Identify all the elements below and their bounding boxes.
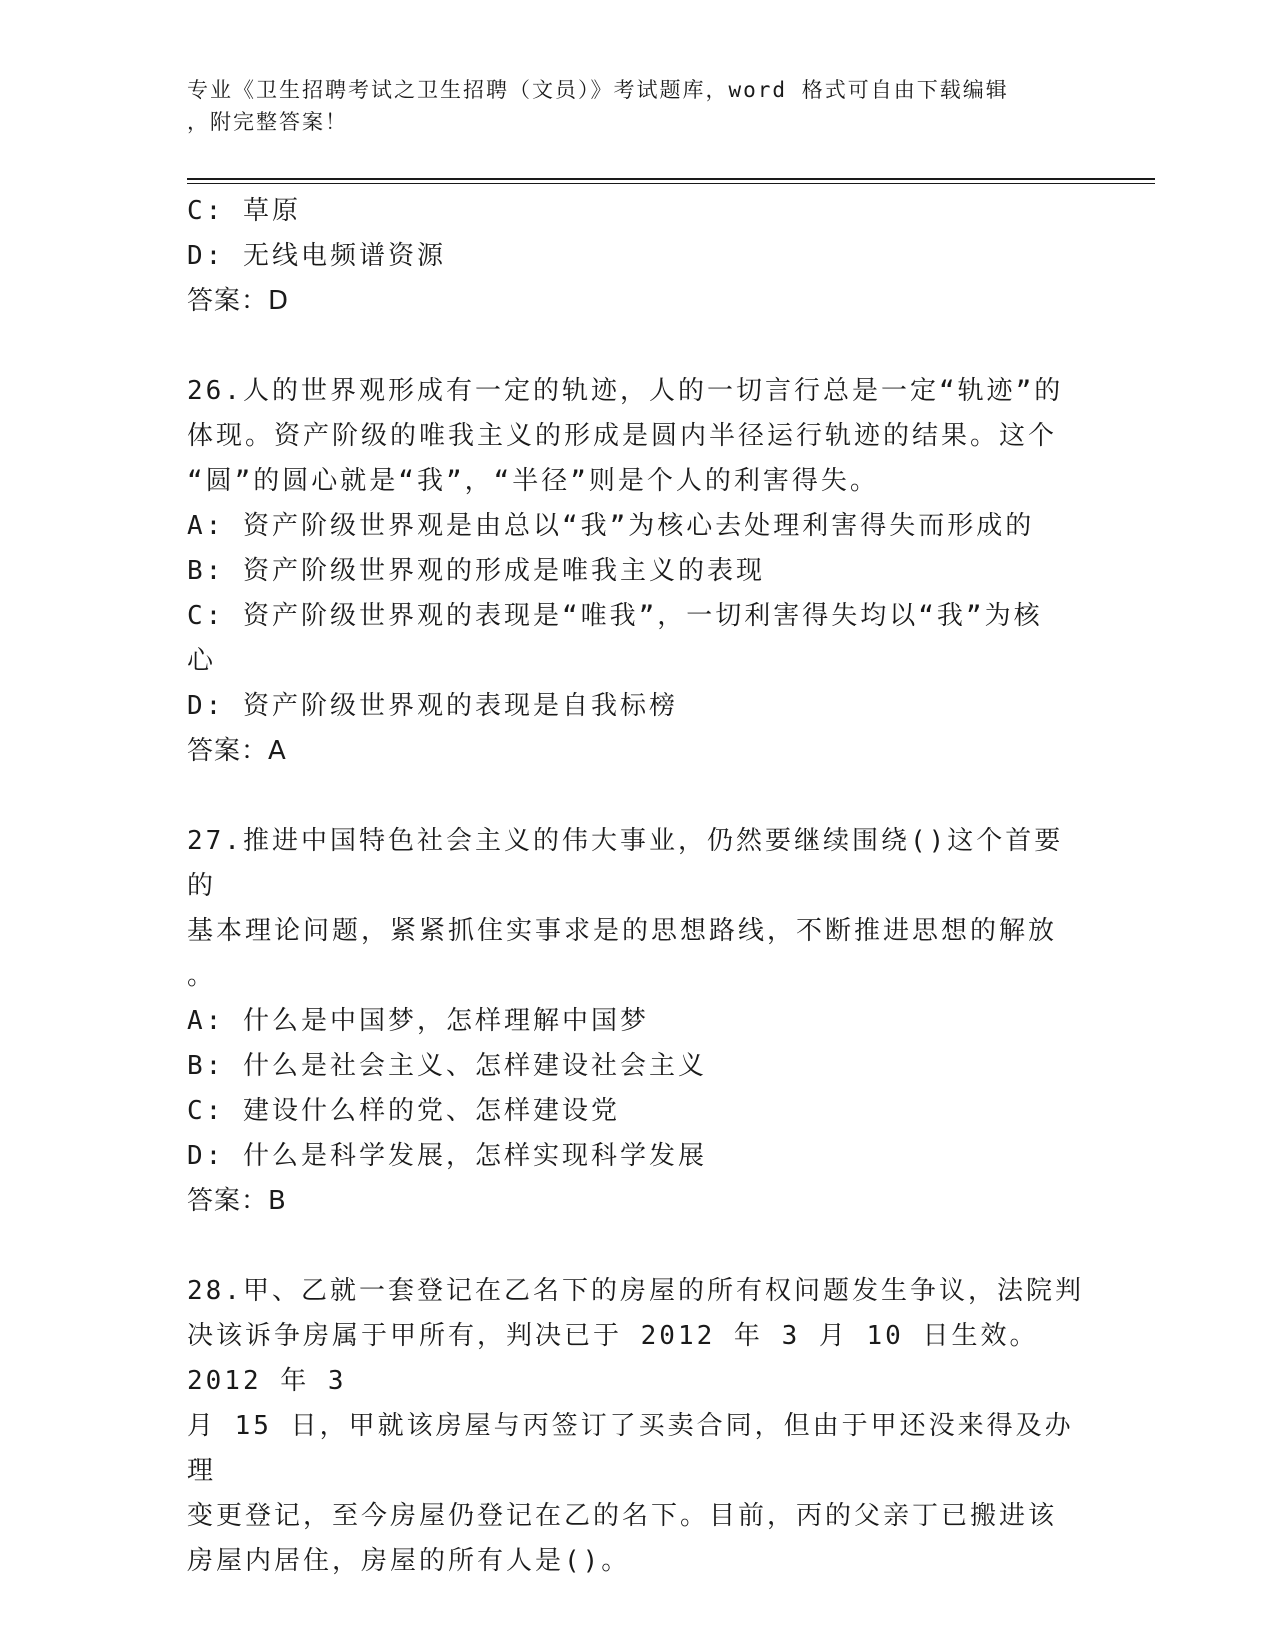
question-content: [187, 189, 1087, 1584]
document-header: [187, 74, 1087, 138]
question-28: [187, 1269, 1087, 1584]
question-stem-line: 房屋内居住，房屋的所有人是()。: [187, 1546, 631, 1576]
option-d: D: 什么是科学发展，怎样实现科学发展: [187, 1141, 707, 1171]
option-c: C: 草原: [187, 196, 301, 226]
question-27: [187, 819, 1087, 1224]
answer: 答案：D: [187, 286, 290, 316]
question-stem-line: “圆”的圆心就是“我”，“半径”则是个人的利害得失。: [187, 466, 879, 496]
option-a: A: 什么是中国梦，怎样理解中国梦: [187, 1006, 649, 1036]
question-25-tail: [187, 189, 1087, 324]
option-d: D: 资产阶级世界观的表现是自我标榜: [187, 691, 678, 721]
header-line-2: ，附完整答案！: [187, 110, 348, 134]
question-stem-line: 决该诉争房属于甲所有，判决已于 2012 年 3 月 10 日生效。2012 年 3: [187, 1321, 1039, 1396]
question-stem-line: 。: [187, 961, 217, 991]
option-b: B: 资产阶级世界观的形成是唯我主义的表现: [187, 556, 765, 586]
question-stem-line: 28.甲、乙就一套登记在乙名下的房屋的所有权问题发生争议，法院判: [187, 1276, 1084, 1306]
header-divider-thick: [187, 178, 1155, 180]
spacer: [187, 324, 1087, 369]
question-26: [187, 369, 1087, 774]
question-stem-line: 26.人的世界观形成有一定的轨迹，人的一切言行总是一定“轨迹”的: [187, 376, 1064, 406]
option-c-continued: 心: [187, 646, 217, 676]
question-stem-line: 月 15 日，甲就该房屋与丙签订了买卖合同，但由于甲还没来得及办理: [187, 1411, 1074, 1486]
question-stem-line: 变更登记，至今房屋仍登记在乙的名下。目前，丙的父亲丁已搬进该: [187, 1501, 1058, 1531]
spacer: [187, 1224, 1087, 1269]
option-b: B: 什么是社会主义、怎样建设社会主义: [187, 1051, 707, 1081]
spacer: [187, 774, 1087, 819]
header-divider-thin: [187, 183, 1155, 184]
option-c: C: 建设什么样的党、怎样建设党: [187, 1096, 620, 1126]
answer: 答案：B: [187, 1186, 287, 1216]
option-c: C: 资产阶级世界观的表现是“唯我”，一切利害得失均以“我”为核: [187, 601, 1043, 631]
header-line-1: 专业《卫生招聘考试之卫生招聘（文员）》考试题库，word 格式可自由下载编辑: [187, 78, 1009, 102]
option-d: D: 无线电频谱资源: [187, 241, 446, 271]
question-stem-line: 27.推进中国特色社会主义的伟大事业，仍然要继续围绕()这个首要的: [187, 826, 1064, 901]
option-a: A: 资产阶级世界观是由总以“我”为核心去处理利害得失而形成的: [187, 511, 1035, 541]
question-stem-line: 基本理论问题，紧紧抓住实事求是的思想路线，不断推进思想的解放: [187, 916, 1058, 946]
question-stem-line: 体现。资产阶级的唯我主义的形成是圆内半径运行轨迹的结果。这个: [187, 421, 1058, 451]
answer: 答案：A: [187, 736, 287, 766]
